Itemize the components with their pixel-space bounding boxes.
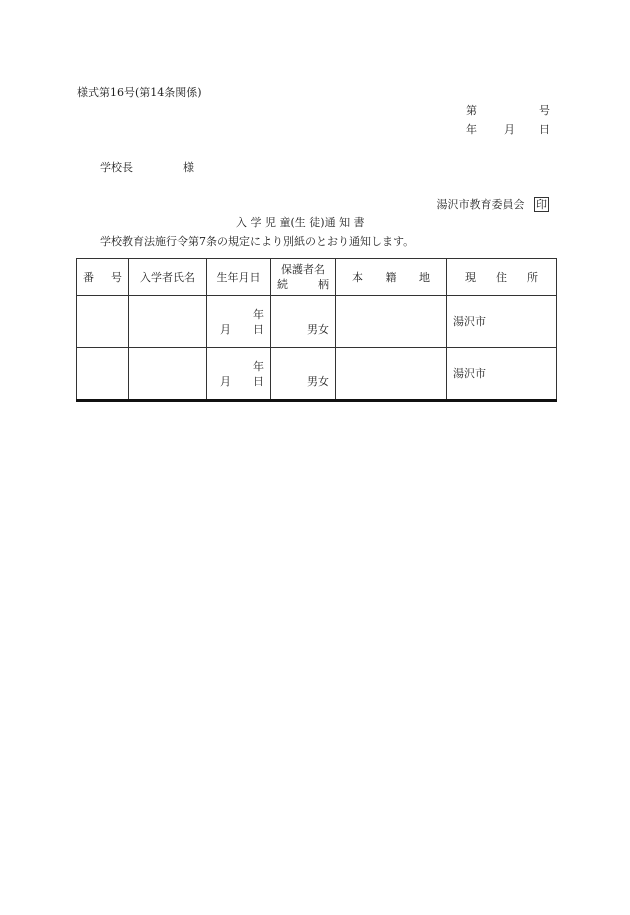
header-number: 番 号 [77,259,129,296]
cell-name [129,296,207,348]
number-prefix: 第 [466,104,477,117]
table-header-row [77,259,557,296]
header-guardian: 保護者名 続 柄 [271,259,336,296]
date-day: 日 [539,123,550,136]
cell-birth: 年 月 日 [207,348,271,401]
form-label: 様式第16号(第14条関係) [77,86,202,99]
header-domicile: 本 籍 地 [336,259,447,296]
cell-guardian: 男女 [271,296,336,348]
cell-domicile [336,296,447,348]
header-name: 入学者氏名 [129,259,207,296]
document-title: 入 学 児 童(生 徒)通 知 書 [236,216,365,229]
cell-number [77,296,129,348]
cell-birth: 年 月 日 [207,296,271,348]
table-row [77,296,557,348]
header-birth: 生年月日 [207,259,271,296]
table-row [77,348,557,401]
enrollment-table [76,258,557,402]
document-number [466,104,550,117]
addressee-honorific: 様 [183,161,194,174]
cell-name [129,348,207,401]
cell-address: 湯沢市 [447,348,557,401]
date-month: 月 [504,123,515,136]
issuer-name: 湯沢市教育委員会 [436,198,525,211]
document-date [466,123,550,136]
date-year: 年 [466,123,477,136]
addressee-title: 学校長 [100,161,133,174]
body-text: 学校教育法施行令第7条の規定により別紙のとおり通知します。 [100,235,415,248]
cell-address: 湯沢市 [447,296,557,348]
issuer [437,198,550,211]
cell-guardian: 男女 [271,348,336,401]
number-suffix: 号 [539,104,550,117]
seal-mark: 印 [536,198,547,211]
cell-domicile [336,348,447,401]
header-address: 現 住 所 [447,259,557,296]
cell-number [77,348,129,401]
